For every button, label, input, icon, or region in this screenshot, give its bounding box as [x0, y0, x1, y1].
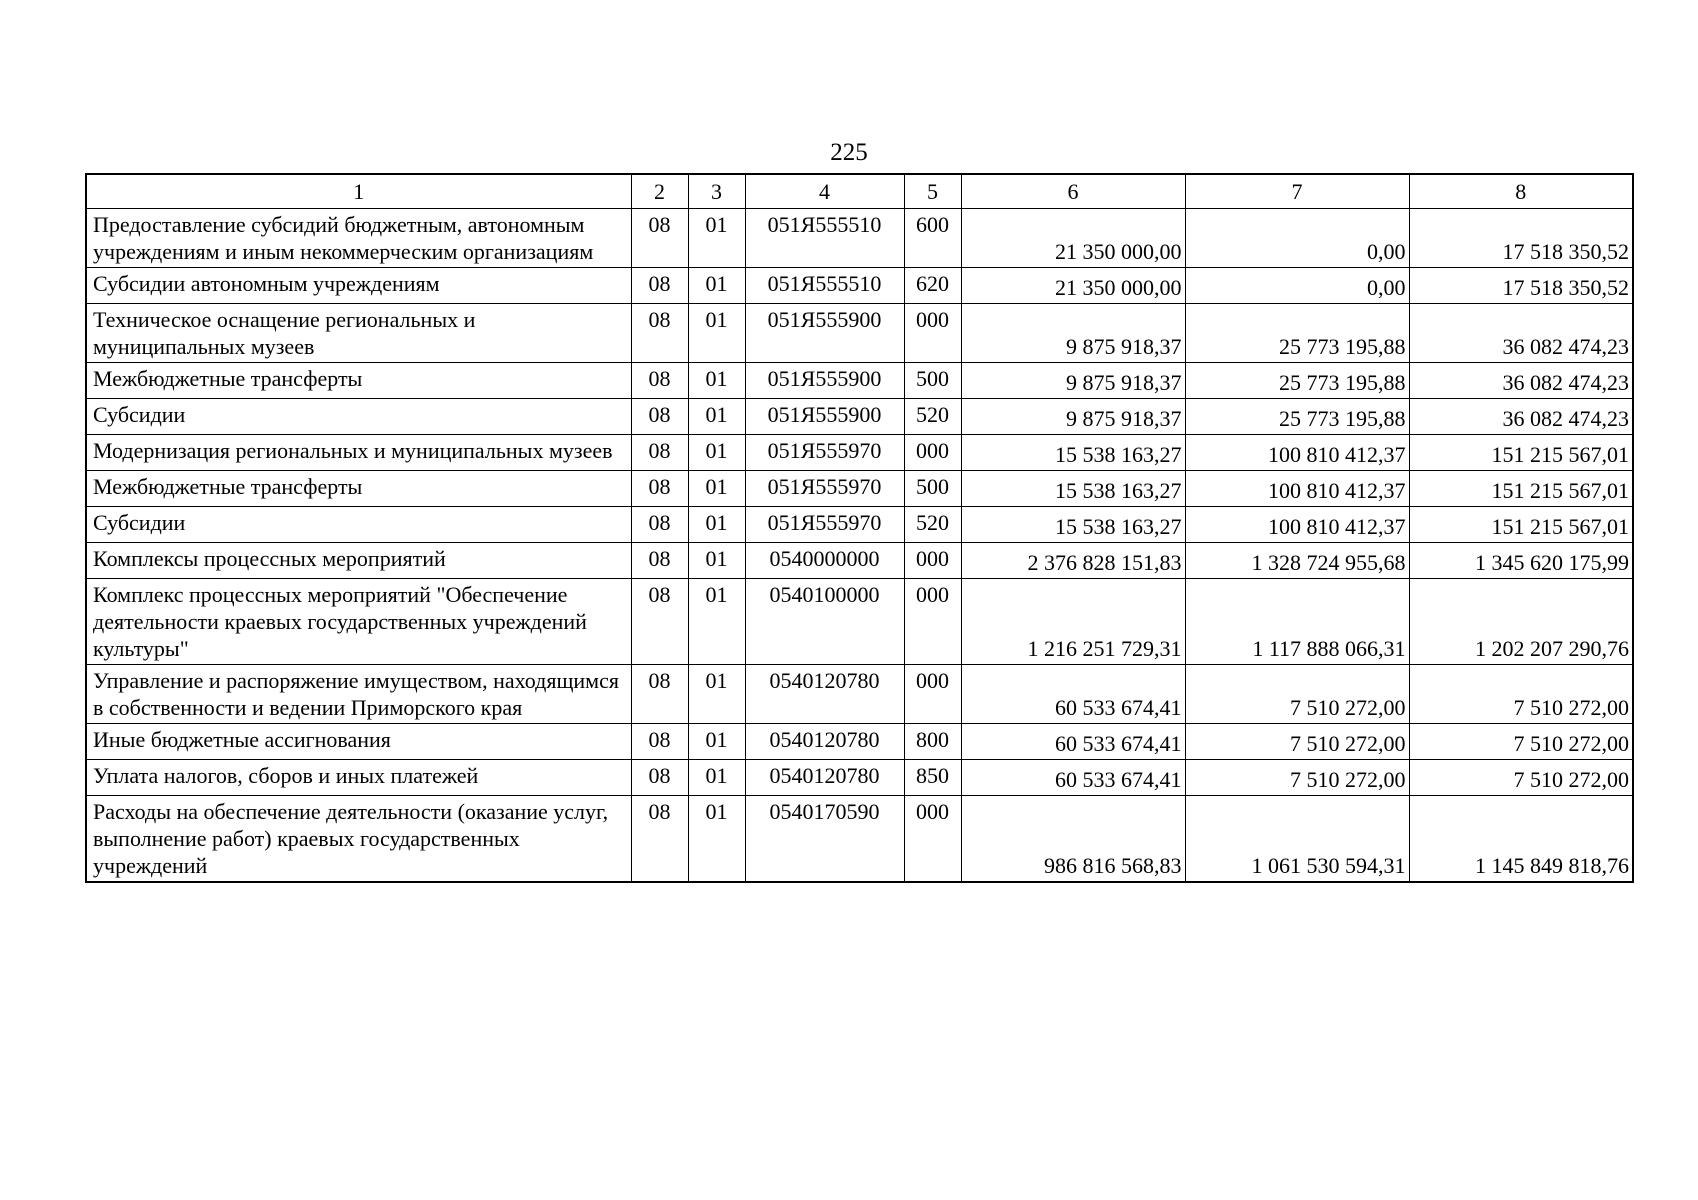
target-article-code: 051Я555970 [745, 471, 904, 507]
amount-col8: 17 518 350,52 [1409, 209, 1633, 268]
subsection-code: 01 [688, 209, 745, 268]
amount-col7: 0,00 [1185, 268, 1409, 304]
table-row [86, 471, 1633, 507]
amount-col8: 7 510 272,00 [1409, 665, 1633, 724]
amount-col8: 151 215 567,01 [1409, 435, 1633, 471]
amount-col7: 0,00 [1185, 209, 1409, 268]
amount-col8: 36 082 474,23 [1409, 363, 1633, 399]
expense-type-code: 000 [904, 579, 961, 665]
section-code: 08 [631, 507, 688, 543]
expense-type-code: 500 [904, 363, 961, 399]
table-row [86, 724, 1633, 760]
row-name: Субсидии автономным учреждениям [86, 268, 631, 304]
subsection-code: 01 [688, 399, 745, 435]
expense-type-code: 000 [904, 665, 961, 724]
amount-col7: 1 328 724 955,68 [1185, 543, 1409, 579]
amount-col7: 25 773 195,88 [1185, 363, 1409, 399]
row-name: Предоставление субсидий бюджетным, автономным учреждениям и иным некоммерческим организациям [86, 209, 631, 268]
subsection-code: 01 [688, 435, 745, 471]
column-header: 6 [961, 174, 1185, 209]
column-header: 7 [1185, 174, 1409, 209]
amount-col8: 1 145 849 818,76 [1409, 796, 1633, 883]
section-code: 08 [631, 543, 688, 579]
target-article-code: 0540120780 [745, 665, 904, 724]
section-code: 08 [631, 579, 688, 665]
expense-type-code: 000 [904, 796, 961, 883]
row-name: Техническое оснащение региональных и муниципальных музеев [86, 304, 631, 363]
amount-col6: 60 533 674,41 [961, 760, 1185, 796]
target-article-code: 051Я555510 [745, 268, 904, 304]
amount-col7: 100 810 412,37 [1185, 471, 1409, 507]
amount-col6: 21 350 000,00 [961, 268, 1185, 304]
target-article-code: 051Я555900 [745, 363, 904, 399]
amount-col7: 100 810 412,37 [1185, 507, 1409, 543]
subsection-code: 01 [688, 507, 745, 543]
target-article-code: 051Я555970 [745, 507, 904, 543]
subsection-code: 01 [688, 724, 745, 760]
column-header: 8 [1409, 174, 1633, 209]
target-article-code: 0540000000 [745, 543, 904, 579]
amount-col6: 15 538 163,27 [961, 435, 1185, 471]
target-article-code: 0540120780 [745, 760, 904, 796]
amount-col7: 7 510 272,00 [1185, 760, 1409, 796]
amount-col7: 100 810 412,37 [1185, 435, 1409, 471]
expense-type-code: 600 [904, 209, 961, 268]
section-code: 08 [631, 399, 688, 435]
amount-col6: 9 875 918,37 [961, 304, 1185, 363]
section-code: 08 [631, 760, 688, 796]
row-name: Комплекс процессных мероприятий "Обеспечение деятельности краевых государственных учреждений культуры" [86, 579, 631, 665]
row-name: Субсидии [86, 507, 631, 543]
table-row [86, 268, 1633, 304]
section-code: 08 [631, 724, 688, 760]
table-row [86, 579, 1633, 665]
table-row [86, 543, 1633, 579]
amount-col7: 25 773 195,88 [1185, 304, 1409, 363]
amount-col8: 7 510 272,00 [1409, 760, 1633, 796]
expense-type-code: 500 [904, 471, 961, 507]
amount-col8: 151 215 567,01 [1409, 507, 1633, 543]
section-code: 08 [631, 209, 688, 268]
target-article-code: 0540120780 [745, 724, 904, 760]
subsection-code: 01 [688, 579, 745, 665]
expense-type-code: 620 [904, 268, 961, 304]
amount-col6: 15 538 163,27 [961, 507, 1185, 543]
subsection-code: 01 [688, 543, 745, 579]
table-row [86, 435, 1633, 471]
row-name: Управление и распоряжение имуществом, находящимся в собственности и ведении Приморского края [86, 665, 631, 724]
table-row [86, 760, 1633, 796]
section-code: 08 [631, 435, 688, 471]
row-name: Субсидии [86, 399, 631, 435]
target-article-code: 051Я555970 [745, 435, 904, 471]
column-header: 5 [904, 174, 961, 209]
subsection-code: 01 [688, 796, 745, 883]
expense-type-code: 520 [904, 507, 961, 543]
row-name: Иные бюджетные ассигнования [86, 724, 631, 760]
table-row [86, 209, 1633, 268]
row-name: Модернизация региональных и муниципальных музеев [86, 435, 631, 471]
column-header: 1 [86, 174, 631, 209]
row-name: Расходы на обеспечение деятельности (оказание услуг, выполнение работ) краевых государственных учреждений [86, 796, 631, 883]
amount-col7: 1 117 888 066,31 [1185, 579, 1409, 665]
table-row [86, 507, 1633, 543]
subsection-code: 01 [688, 760, 745, 796]
amount-col6: 2 376 828 151,83 [961, 543, 1185, 579]
amount-col6: 60 533 674,41 [961, 665, 1185, 724]
amount-col8: 1 345 620 175,99 [1409, 543, 1633, 579]
column-header: 4 [745, 174, 904, 209]
expense-type-code: 000 [904, 304, 961, 363]
amount-col6: 986 816 568,83 [961, 796, 1185, 883]
subsection-code: 01 [688, 665, 745, 724]
row-name: Межбюджетные трансферты [86, 471, 631, 507]
amount-col7: 1 061 530 594,31 [1185, 796, 1409, 883]
target-article-code: 0540170590 [745, 796, 904, 883]
target-article-code: 051Я555900 [745, 304, 904, 363]
amount-col8: 17 518 350,52 [1409, 268, 1633, 304]
amount-col7: 7 510 272,00 [1185, 665, 1409, 724]
subsection-code: 01 [688, 363, 745, 399]
table-row [86, 363, 1633, 399]
page-number: 225 [830, 139, 868, 166]
budget-table [85, 173, 1634, 883]
table-row [86, 304, 1633, 363]
expense-type-code: 520 [904, 399, 961, 435]
table-row [86, 399, 1633, 435]
column-header: 3 [688, 174, 745, 209]
amount-col8: 36 082 474,23 [1409, 399, 1633, 435]
section-code: 08 [631, 796, 688, 883]
table-row [86, 796, 1633, 883]
header-row [86, 174, 1633, 209]
amount-col7: 25 773 195,88 [1185, 399, 1409, 435]
amount-col8: 1 202 207 290,76 [1409, 579, 1633, 665]
subsection-code: 01 [688, 268, 745, 304]
target-article-code: 051Я555900 [745, 399, 904, 435]
row-name: Межбюджетные трансферты [86, 363, 631, 399]
section-code: 08 [631, 363, 688, 399]
subsection-code: 01 [688, 304, 745, 363]
amount-col6: 9 875 918,37 [961, 399, 1185, 435]
amount-col6: 21 350 000,00 [961, 209, 1185, 268]
amount-col8: 7 510 272,00 [1409, 724, 1633, 760]
amount-col6: 60 533 674,41 [961, 724, 1185, 760]
expense-type-code: 800 [904, 724, 961, 760]
target-article-code: 0540100000 [745, 579, 904, 665]
section-code: 08 [631, 304, 688, 363]
amount-col6: 9 875 918,37 [961, 363, 1185, 399]
section-code: 08 [631, 665, 688, 724]
amount-col8: 36 082 474,23 [1409, 304, 1633, 363]
row-name: Комплексы процессных мероприятий [86, 543, 631, 579]
subsection-code: 01 [688, 471, 745, 507]
amount-col6: 15 538 163,27 [961, 471, 1185, 507]
column-header: 2 [631, 174, 688, 209]
target-article-code: 051Я555510 [745, 209, 904, 268]
section-code: 08 [631, 471, 688, 507]
row-name: Уплата налогов, сборов и иных платежей [86, 760, 631, 796]
amount-col6: 1 216 251 729,31 [961, 579, 1185, 665]
expense-type-code: 850 [904, 760, 961, 796]
expense-type-code: 000 [904, 543, 961, 579]
amount-col8: 151 215 567,01 [1409, 471, 1633, 507]
table-row [86, 665, 1633, 724]
section-code: 08 [631, 268, 688, 304]
amount-col7: 7 510 272,00 [1185, 724, 1409, 760]
expense-type-code: 000 [904, 435, 961, 471]
